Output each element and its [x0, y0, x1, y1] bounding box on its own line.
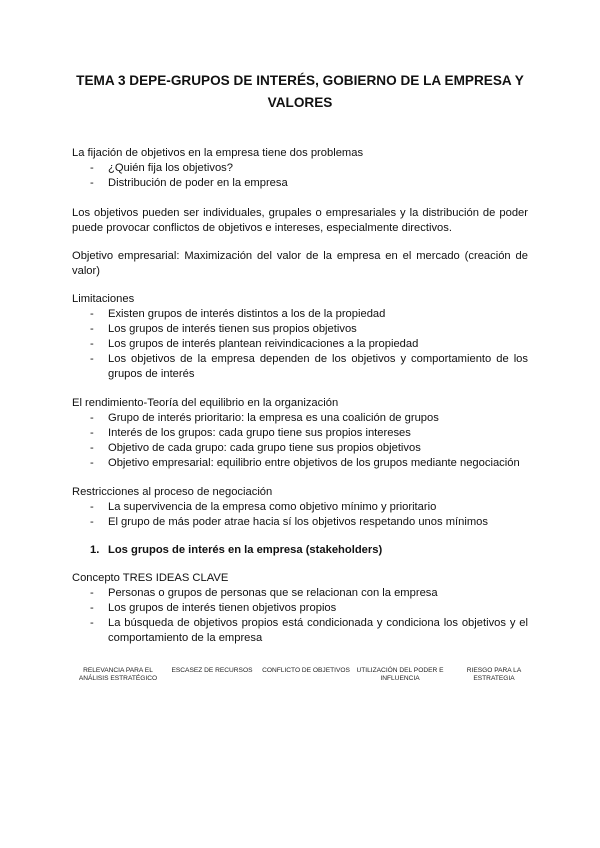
- list-item-text: Los objetivos de la empresa dependen de los objetivos y comportamiento de los grupos de interés: [108, 353, 528, 380]
- list-item: [90, 426, 528, 441]
- bullet-dash: -: [90, 457, 94, 469]
- objetivo-empresarial: Objetivo empresarial: Maximización del valor de la empresa en el mercado (creación de valor): [72, 250, 528, 277]
- bullet-dash: -: [90, 308, 94, 320]
- strip-label: CONFLICTO DE OBJETIVOS: [262, 667, 350, 674]
- list-item: [90, 307, 528, 322]
- section-heading: [90, 543, 382, 558]
- bullet-dash: -: [90, 516, 94, 528]
- list-item: [90, 616, 528, 646]
- bullet-dash: -: [90, 587, 94, 599]
- bullet-dash: -: [90, 162, 94, 174]
- list-item-text: Los grupos de interés tienen sus propios objetivos: [108, 323, 357, 335]
- list-item-text: Objetivo empresarial: equilibrio entre objetivos de los grupos mediante negociación: [108, 457, 520, 469]
- list-item: [90, 456, 528, 471]
- list-item-text: Objetivo de cada grupo: cada grupo tiene sus propios objetivos: [108, 442, 421, 454]
- list-item: [90, 352, 528, 382]
- bullet-dash: -: [90, 442, 94, 454]
- strip-label: ESCASEZ DE RECURSOS: [171, 667, 253, 674]
- concept-strip: [72, 667, 528, 701]
- list-item-text: Los grupos de interés plantean reivindicaciones a la propiedad: [108, 338, 419, 350]
- list-item-text: Interés de los grupos: cada grupo tiene sus propios intereses: [108, 427, 411, 439]
- list-item-text: Los grupos de interés tienen objetivos propios: [108, 602, 337, 614]
- section-title: Los grupos de interés en la empresa (stakeholders): [108, 544, 383, 556]
- bullet-dash: -: [90, 412, 94, 424]
- bullet-dash: -: [90, 617, 94, 629]
- list-item: [90, 441, 528, 456]
- strip-label: RELEVANCIA PARA EL ANÁLISIS ESTRATÉGICO: [78, 667, 158, 682]
- list-item-text: Existen grupos de interés distintos a los de la propiedad: [108, 308, 386, 320]
- list-item: [90, 500, 528, 515]
- bullet-dash: -: [90, 338, 94, 350]
- bullet-dash: -: [90, 602, 94, 614]
- list-item: [90, 176, 528, 191]
- list-item: [90, 601, 528, 616]
- list-item-text: Grupo de interés prioritario: la empresa es una coalición de grupos: [108, 412, 439, 424]
- list-item: [90, 586, 528, 601]
- restricciones-label: Restricciones al proceso de negociación: [72, 486, 273, 498]
- list-item-text: La búsqueda de objetivos propios está condicionada y condiciona los objetivos y el comportamiento de la empresa: [108, 617, 528, 644]
- list-item: [90, 411, 528, 426]
- bullet-dash: -: [90, 177, 94, 189]
- strip-label: UTILIZACIÓN DEL PODER E INFLUENCIA: [356, 667, 444, 682]
- list-item-text: La supervivencia de la empresa como objetivo mínimo y prioritario: [108, 501, 437, 513]
- objetivos-paragraph: Los objetivos pueden ser individuales, grupales o empresariales y la distribución de poder puede provocar conflictos de objetivos e intereses, especialmente directivos.: [72, 207, 528, 234]
- list-item: [90, 337, 528, 352]
- list-item: [90, 322, 528, 337]
- list-item-text: El grupo de más poder atrae hacia sí los objetivos respetando unos mínimos: [108, 516, 488, 528]
- section-number: 1.: [90, 544, 100, 556]
- bullet-dash: -: [90, 501, 94, 513]
- bullet-dash: -: [90, 323, 94, 335]
- limitaciones-label: Limitaciones: [72, 293, 135, 305]
- list-item-text: Personas o grupos de personas que se relacionan con la empresa: [108, 587, 438, 599]
- document-title: TEMA 3 DEPE-GRUPOS DE INTERÉS, GOBIERNO DE LA EMPRESA Y VALORES: [76, 73, 524, 110]
- list-item: [90, 515, 528, 530]
- list-item-text: ¿Quién fija los objetivos?: [108, 162, 233, 174]
- rendimiento-label: El rendimiento-Teoría del equilibrio en la organización: [72, 397, 339, 409]
- concepto-label: Concepto TRES IDEAS CLAVE: [72, 572, 229, 584]
- bullet-dash: -: [90, 353, 94, 365]
- intro-text: La fijación de objetivos en la empresa tiene dos problemas: [72, 147, 364, 159]
- list-item-text: Distribución de poder en la empresa: [108, 177, 288, 189]
- list-item: [90, 161, 528, 176]
- strip-label: RIESGO PARA LA ESTRATEGIA: [466, 667, 522, 682]
- bullet-dash: -: [90, 427, 94, 439]
